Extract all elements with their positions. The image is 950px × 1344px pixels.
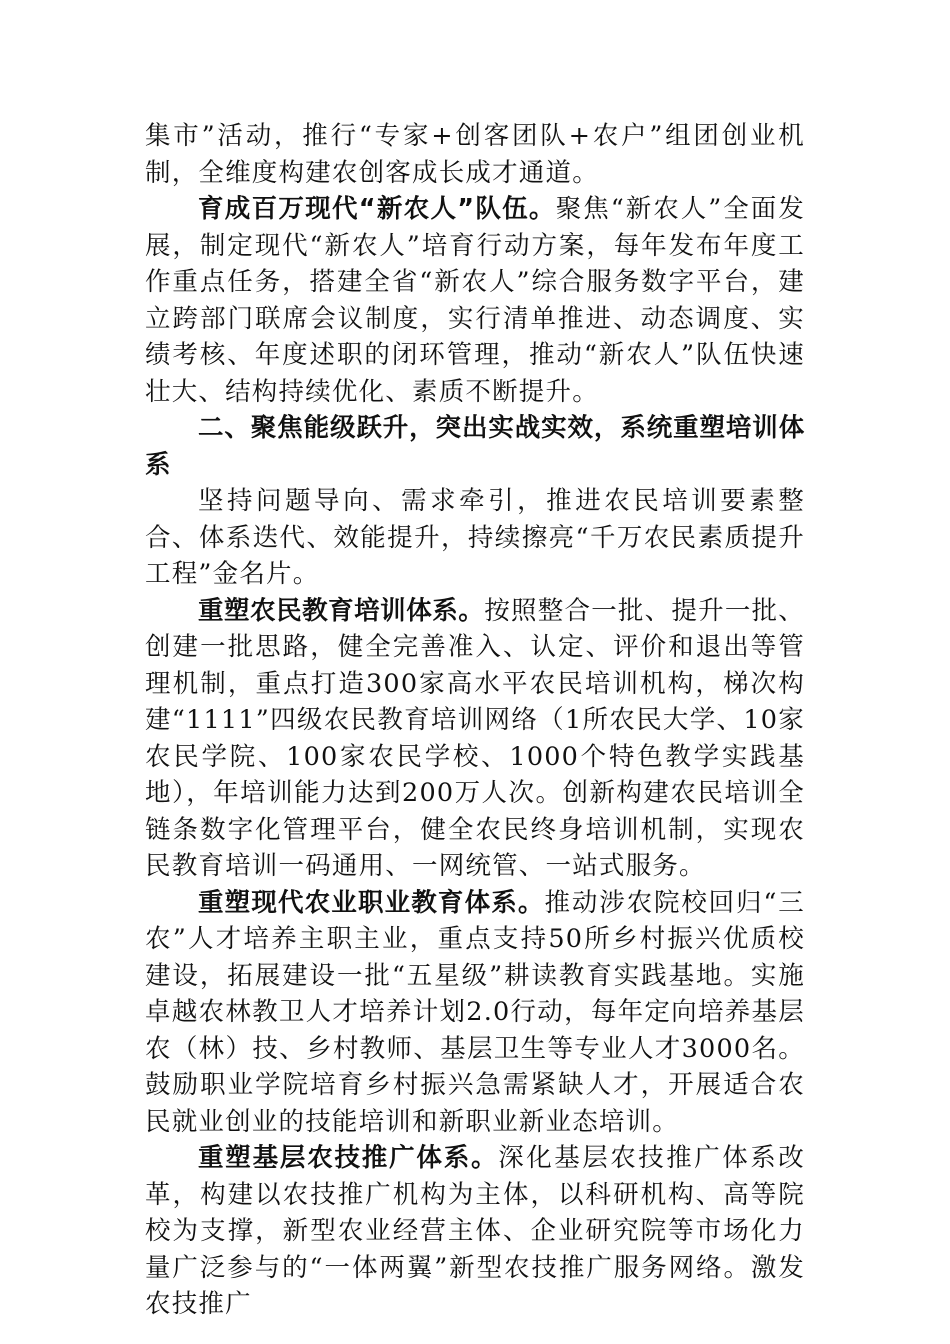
paragraph-lead: 育成百万现代“新农人”队伍。 xyxy=(198,194,556,224)
section-heading: 二、聚焦能级跃升，突出实战实效，系统重塑培训体系 xyxy=(145,413,805,480)
paragraph-farmer-training xyxy=(145,593,805,885)
paragraph-body: 按照整合一批、提升一批、创建一批思路，健全完善准入、认定、评价和退出等管理机制，重点打造300家高水平农民培训机构，梯次构建“1111”四级农民教育培训网络（1所农民大学、10家农民学院、100家农民学校、1000个特色教学实践基地），年培训能力达到200万人次。创新构建农民培训全链条数字化管理平台，健全农民终身培训机制，实现农民教育培训一码通用、一网统管、一站式服务。 xyxy=(145,595,805,881)
paragraph-vocational-education xyxy=(145,885,805,1141)
paragraph-tech-extension xyxy=(145,1140,805,1323)
paragraph-section-intro: 坚持问题导向、需求牵引，推进农民培训要素整合、体系迭代、效能提升，持续擦亮“千万农民素质提升工程”金名片。 xyxy=(145,486,805,589)
paragraph-body: 推动涉农院校回归“三农”人才培养主职主业，重点支持50所乡村振兴优质校建设，拓展建设一批“五星级”耕读教育实践基地。实施卓越农林教卫人才培养计划2.0行动，每年定向培养基层农（林）技、乡村教师、基层卫生等专业人才3000名。鼓励职业学院培育乡村振兴急需紧缺人才，开展适合农民就业创业的技能培训和新职业新业态培训。 xyxy=(145,887,805,1137)
paragraph-lead: 重塑农民教育培训体系。 xyxy=(198,595,485,626)
document-body xyxy=(145,118,805,1323)
paragraph-new-farmers xyxy=(145,191,805,410)
paragraph-intro: 集市”活动，推行“专家+创客团队+农户”组团创业机制，全维度构建农创客成长成才通道。 xyxy=(145,121,805,188)
paragraph-body: 聚焦“新农人”全面发展，制定现代“新农人”培育行动方案，每年发布年度工作重点任务，搭建全省“新农人”综合服务数字平台，建立跨部门联席会议制度，实行清单推进、动态调度、实绩考核、年度述职的闭环管理，推动“新农人”队伍快速壮大、结构持续优化、素质不断提升。 xyxy=(145,194,805,407)
paragraph-body: 深化基层农技推广体系改革，构建以农技推广机构为主体，以科研机构、高等院校为支撑，新型农业经营主体、企业研究院等市场化力量广泛参与的“一体两翼”新型农技推广服务网络。激发农技推广 xyxy=(145,1143,805,1319)
paragraph-lead: 重塑现代农业职业教育体系。 xyxy=(198,887,545,918)
paragraph-lead: 重塑基层农技推广体系。 xyxy=(198,1143,499,1173)
